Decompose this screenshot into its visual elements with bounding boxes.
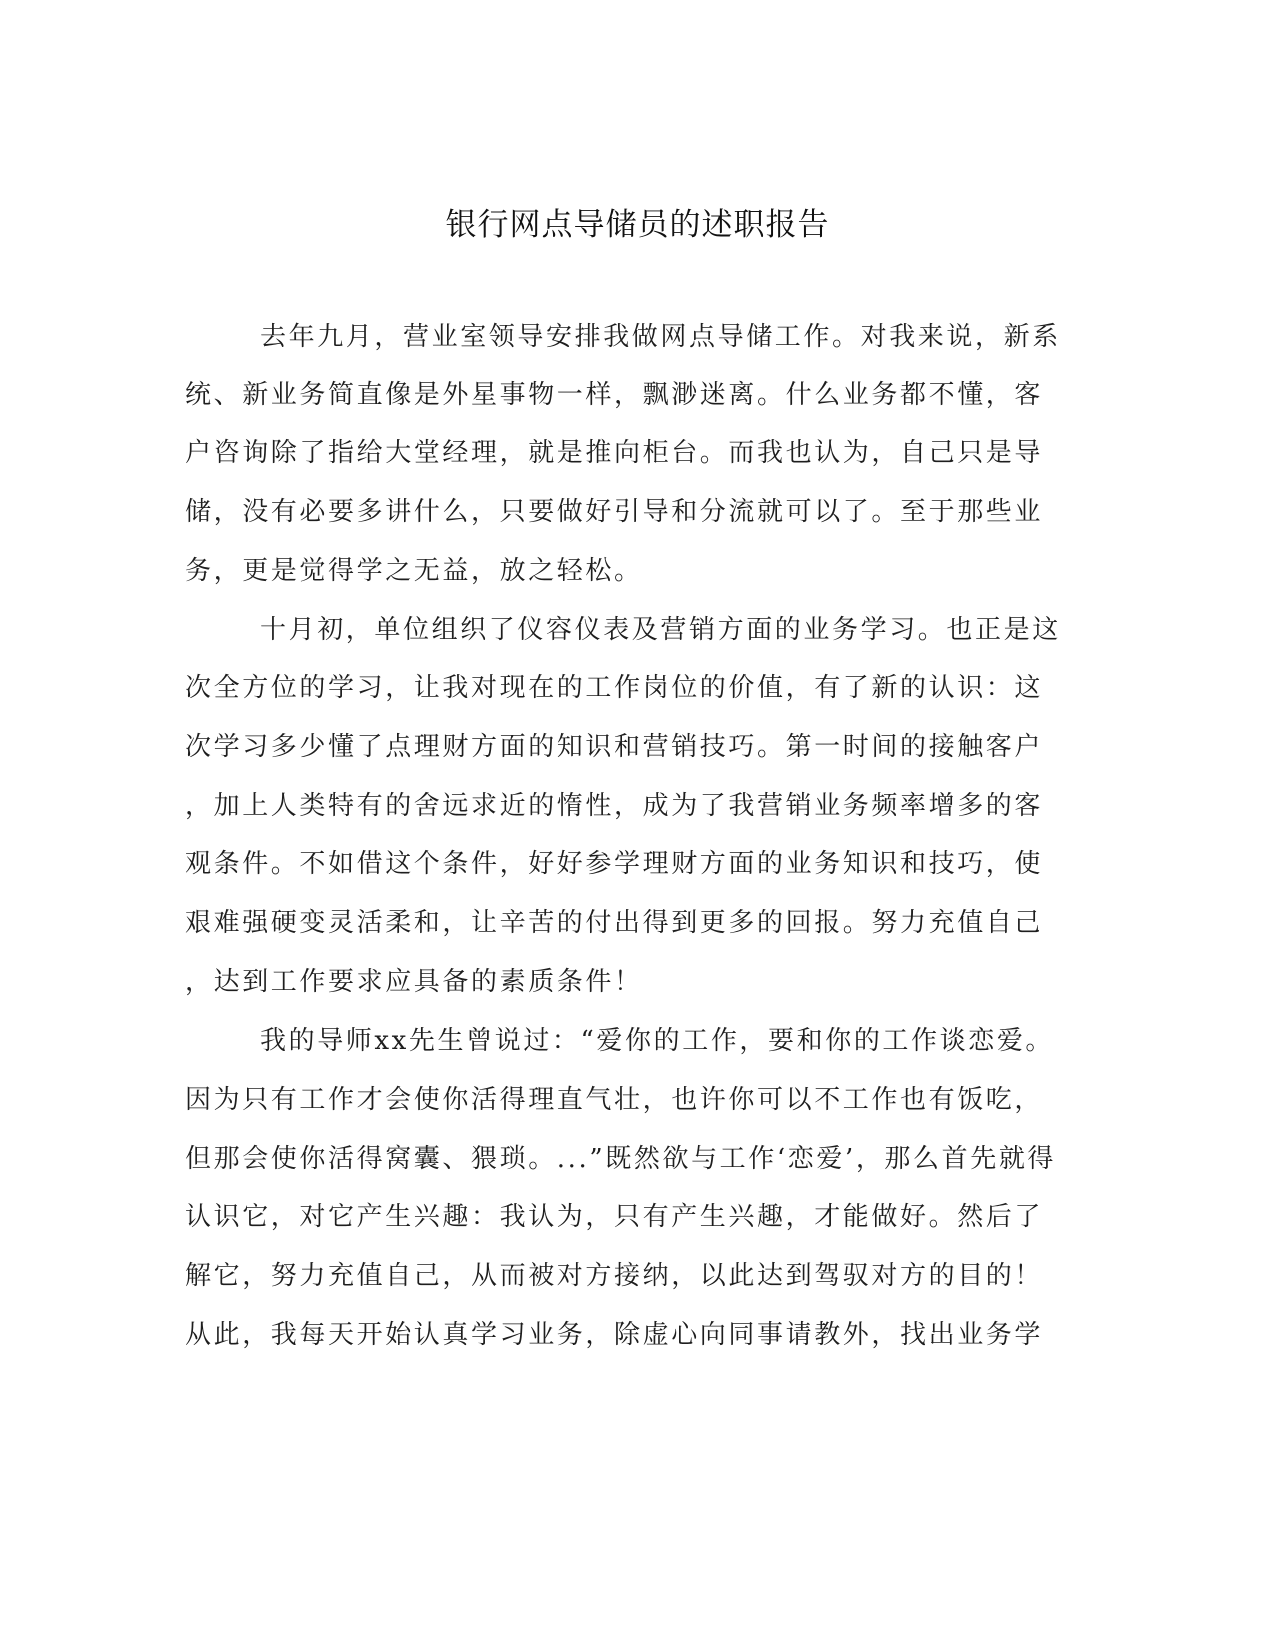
paragraph-1-line-2: 统、新业务简直像是外星事物一样，飘渺迷离。什么业务都不懂，客 (185, 380, 1044, 410)
paragraph-2-line-4: ，加上人类特有的舍远求近的惰性，成为了我营销业务频率增多的客 (185, 791, 1044, 821)
document-title: 银行网点导储员的述职报告 (445, 207, 830, 243)
paragraph-2-line-3: 次学习多少懂了点理财方面的知识和营销技巧。第一时间的接触客户 (185, 732, 1044, 762)
paragraph-3-line-3: 但那会使你活得窝囊、猥琐。...”既然欲与工作‘恋爱’，那么首先就得 (185, 1144, 1057, 1174)
paragraph-3-line-5: 解它，努力充值自己，从而被对方接纳，以此达到驾驭对方的目的！ (185, 1261, 1044, 1291)
paragraph-2-line-5: 观条件。不如借这个条件，好好参学理财方面的业务知识和技巧，使 (185, 849, 1044, 879)
paragraph-3-line-6: 从此，我每天开始认真学习业务，除虚心向同事请教外，找出业务学 (185, 1320, 1044, 1350)
paragraph-3-line-2: 因为只有工作才会使你活得理直气壮，也许你可以不工作也有饭吃， (185, 1085, 1044, 1115)
paragraph-3-line-4: 认识它，对它产生兴趣：我认为，只有产生兴趣，才能做好。然后了 (185, 1202, 1044, 1232)
paragraph-1-line-1: 去年九月，营业室领导安排我做网点导储工作。对我来说，新系 (260, 322, 1061, 352)
paragraph-1-line-5: 务，更是觉得学之无益，放之轻松。 (185, 556, 643, 586)
paragraph-2-line-6: 艰难强硬变灵活柔和，让辛苦的付出得到更多的回报。努力充值自己 (185, 908, 1044, 938)
paragraph-2-line-7: ，达到工作要求应具备的素质条件！ (185, 967, 643, 997)
paragraph-2-line-1: 十月初，单位组织了仪容仪表及营销方面的业务学习。也正是这 (260, 615, 1061, 645)
paragraph-3-line-1: 我的导师xx先生曾说过：“爱你的工作，要和你的工作谈恋爱。 (260, 1026, 1055, 1056)
paragraph-1-line-3: 户咨询除了指给大堂经理，就是推向柜台。而我也认为，自己只是导 (185, 438, 1044, 468)
paragraph-1-line-4: 储，没有必要多讲什么，只要做好引导和分流就可以了。至于那些业 (185, 497, 1044, 527)
paragraph-2-line-2: 次全方位的学习，让我对现在的工作岗位的价值，有了新的认识：这 (185, 673, 1044, 703)
